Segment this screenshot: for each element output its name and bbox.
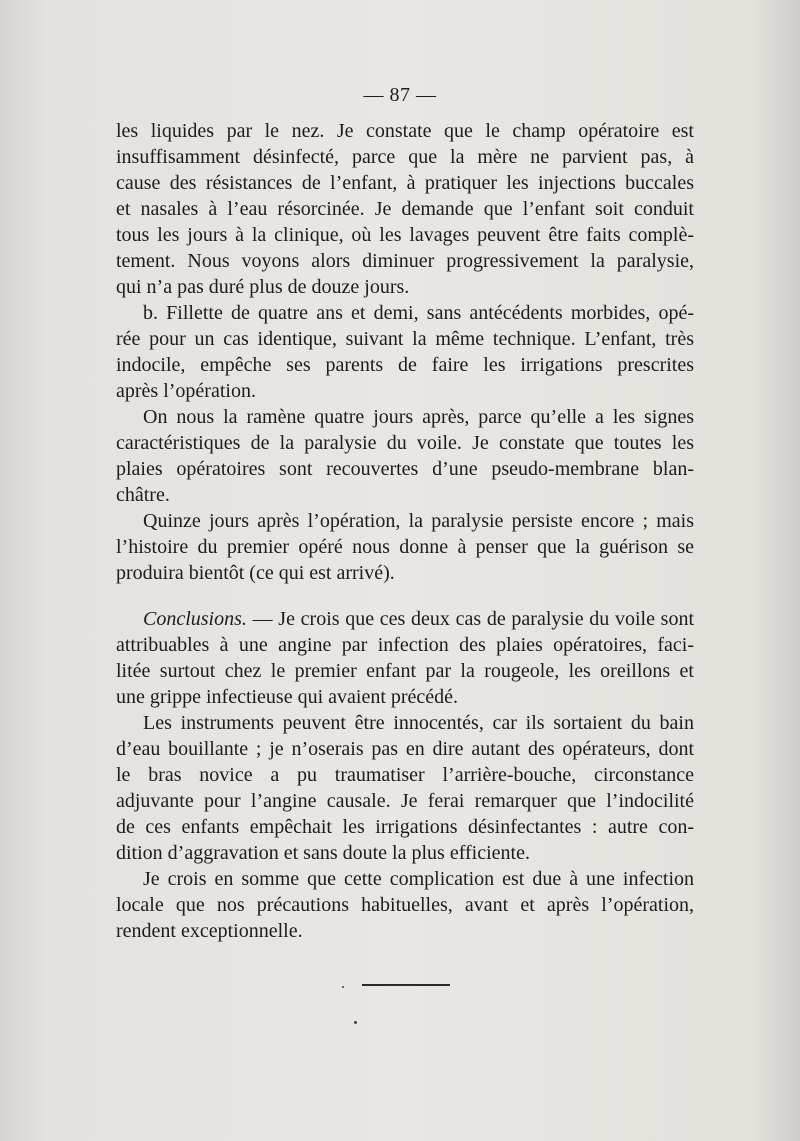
text-line: de ces enfants empêchait les irrigations désinfectantes : autre con-	[116, 816, 694, 838]
end-rule	[362, 984, 450, 986]
text-line: châtre.	[116, 484, 170, 506]
text-line: après l’opération.	[116, 380, 256, 402]
paragraph-1	[116, 118, 694, 300]
paragraph-3	[116, 404, 694, 508]
text-line: insuffisamment désinfecté, parce que la mère ne parvient pas, à	[116, 146, 694, 168]
text-line: tement. Nous voyons alors diminuer progressivement la paralysie,	[116, 250, 694, 272]
body-text	[116, 118, 694, 944]
text-line: l’histoire du premier opéré nous donne à penser que la guérison se	[116, 536, 694, 558]
text-line: plaies opératoires sont recouvertes d’une pseudo-membrane blan-	[116, 458, 694, 480]
text-line: Les instruments peuvent être innocentés, car ils sortaient du bain	[143, 712, 694, 734]
text-line: adjuvante pour l’angine causale. Je ferai remarquer que l’indocilité	[116, 790, 694, 812]
text-run: — Je crois que ces deux cas de paralysie du voile sont	[252, 608, 695, 630]
text-line	[116, 606, 694, 632]
text-line: les liquides par le nez. Je constate que le champ opératoire est	[116, 120, 694, 142]
paragraph-7	[116, 866, 694, 944]
paragraph-2	[116, 300, 694, 404]
section-gap	[116, 586, 694, 606]
text-line: litée surtout chez le premier enfant par la rougeole, les oreillons et	[116, 660, 694, 682]
text-line: rendent exceptionnelle.	[116, 920, 303, 942]
text-line: qui n’a pas duré plus de douze jours.	[116, 276, 410, 298]
page-number: — 87 —	[363, 84, 437, 106]
text-line: Je crois en somme que cette complication est due à une infection	[143, 868, 694, 890]
text-line: cause des résistances de l’enfant, à pratiquer les injections buccales	[116, 172, 694, 194]
paragraph-6	[116, 710, 694, 866]
paragraph-conclusions	[116, 606, 694, 710]
text-line: caractéristiques de la paralysie du voile. Je constate que toutes les	[116, 432, 694, 454]
conclusions-heading: Conclusions.	[143, 608, 247, 630]
text-line: b. Fillette de quatre ans et demi, sans antécédents morbides, opé-	[143, 302, 694, 324]
ink-speck	[342, 986, 344, 988]
text-line: indocile, empêche ses parents de faire les irrigations prescrites	[116, 354, 694, 376]
text-line: On nous la ramène quatre jours après, parce qu’elle a les signes	[143, 406, 694, 428]
paragraph-4	[116, 508, 694, 586]
text-line: attribuables à une angine par infection des plaies opératoires, faci-	[116, 634, 694, 656]
text-line: dition d’aggravation et sans doute la plus efficiente.	[116, 842, 530, 864]
text-line: une grippe infectieuse qui avaient précédé.	[116, 686, 459, 708]
text-line: d’eau bouillante ; je n’oserais pas en dire autant des opérateurs, dont	[116, 738, 694, 760]
text-line: produira bientôt (ce qui est arrivé).	[116, 562, 395, 584]
ink-speck	[354, 1021, 357, 1024]
text-line: le bras novice a pu traumatiser l’arrière-bouche, circonstance	[116, 764, 694, 786]
text-line: locale que nos précautions habituelles, avant et après l’opération,	[116, 894, 694, 916]
text-line: tous les jours à la clinique, où les lavages peuvent être faits complè-	[116, 224, 694, 246]
text-line: Quinze jours après l’opération, la paralysie persiste encore ; mais	[143, 510, 694, 532]
text-line: rée pour un cas identique, suivant la même technique. L’enfant, très	[116, 328, 694, 350]
text-line: et nasales à l’eau résorcinée. Je demande que l’enfant soit conduit	[116, 198, 694, 220]
